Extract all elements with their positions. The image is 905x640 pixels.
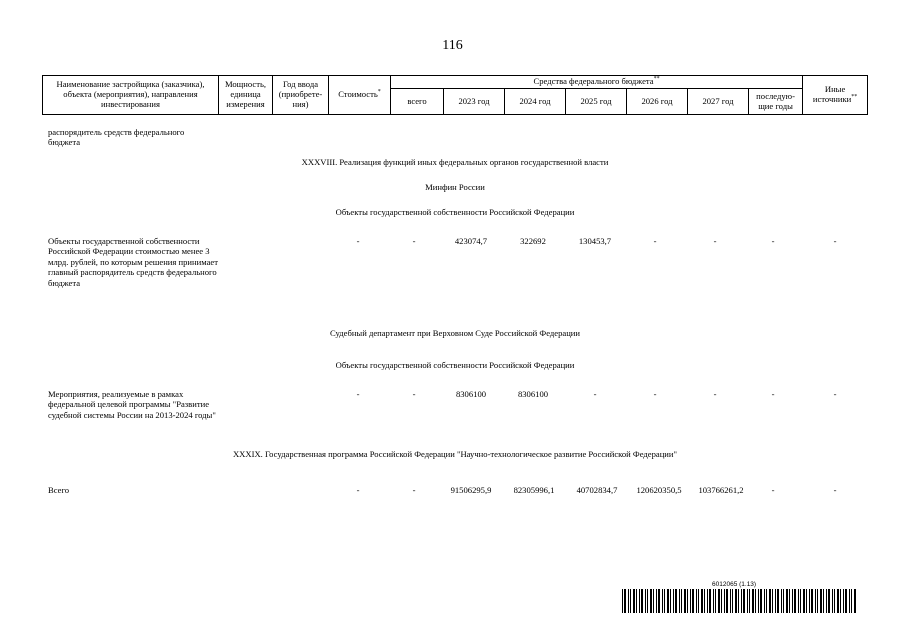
row2-2023: 8306100 bbox=[455, 389, 487, 399]
row1-2024: 322692 bbox=[520, 236, 546, 246]
carry-over-text: распорядитель средств федерального бюджета bbox=[48, 127, 185, 148]
row2-2027: - bbox=[713, 389, 717, 399]
page-number: 116 bbox=[442, 38, 463, 53]
row2-next: - bbox=[771, 389, 775, 399]
barcode-number: 6012065 (1.13) bbox=[712, 581, 757, 588]
row1-2026: - bbox=[653, 236, 657, 246]
objects-heading-1: Объекты государственной собственности Российской Федерации bbox=[335, 207, 575, 217]
row3-2025: 40702834,7 bbox=[576, 485, 618, 495]
row1-2027: - bbox=[713, 236, 717, 246]
header-capacity: Мощность, единица измерения bbox=[219, 76, 273, 115]
header-cost: Стоимость* bbox=[329, 76, 391, 115]
header-year: Год ввода (приобрете- ния) bbox=[273, 76, 329, 115]
row2-2024: 8306100 bbox=[517, 389, 549, 399]
row2-name: Мероприятия, реализуемые в рамках федеральной целевой программы "Развитие судебной системы России на 2013-2024 годы" bbox=[48, 389, 216, 420]
row3-cost: - bbox=[356, 485, 360, 495]
row2-cost: - bbox=[356, 389, 360, 399]
row1-next: - bbox=[771, 236, 775, 246]
objects-heading-2: Объекты государственной собственности Российской Федерации bbox=[335, 360, 575, 370]
row3-total: - bbox=[412, 485, 416, 495]
section-heading-39: XXXIX. Государственная программа Российской Федерации "Научно-технологическое развитие Российской Федерации" bbox=[232, 449, 678, 459]
row3-2027: 103766261,2 bbox=[698, 485, 744, 495]
row1-2025: 130453,7 bbox=[578, 236, 612, 246]
row1-name: Объекты государственной собственности Российской Федерации стоимостью менее 3 млрд. рублей, по которым решения принимает главный распорядитель средств федерального бюджета bbox=[48, 236, 218, 288]
row3-2023: 91506295,9 bbox=[450, 485, 492, 495]
header-total: всего bbox=[391, 89, 444, 115]
row3-2024: 82305996,1 bbox=[513, 485, 555, 495]
header-name: Наименование застройщика (заказчика), объекта (мероприятия), направления инвестирования bbox=[43, 76, 219, 115]
row2-other: - bbox=[833, 389, 837, 399]
row2-2025: - bbox=[593, 389, 597, 399]
row3-name: Всего bbox=[48, 485, 70, 495]
row2-total: - bbox=[412, 389, 416, 399]
row1-cost: - bbox=[356, 236, 360, 246]
header-2023: 2023 год bbox=[444, 89, 505, 115]
header-federal-budget: Средства федерального бюджета** bbox=[391, 76, 803, 89]
header-next-years: последую- щие годы bbox=[749, 89, 803, 115]
row3-other: - bbox=[833, 485, 837, 495]
barcode-image bbox=[622, 589, 858, 613]
header-other: Иные источники** bbox=[803, 76, 868, 115]
header-2027: 2027 год bbox=[688, 89, 749, 115]
row1-other: - bbox=[833, 236, 837, 246]
row2-2026: - bbox=[653, 389, 657, 399]
row1-2023: 423074,7 bbox=[454, 236, 488, 246]
row3-next: - bbox=[771, 485, 775, 495]
row1-total: - bbox=[412, 236, 416, 246]
ministry-heading: Минфин России bbox=[425, 182, 485, 192]
row3-2026: 120620350,5 bbox=[636, 485, 682, 495]
section-heading-38: XXXVIII. Реализация функций иных федеральных органов государственной власти bbox=[301, 157, 609, 167]
table-header bbox=[42, 75, 868, 115]
court-heading: Судебный департамент при Верховном Суде Российской Федерации bbox=[330, 328, 580, 338]
header-2025: 2025 год bbox=[566, 89, 627, 115]
header-2026: 2026 год bbox=[627, 89, 688, 115]
header-2024: 2024 год bbox=[505, 89, 566, 115]
